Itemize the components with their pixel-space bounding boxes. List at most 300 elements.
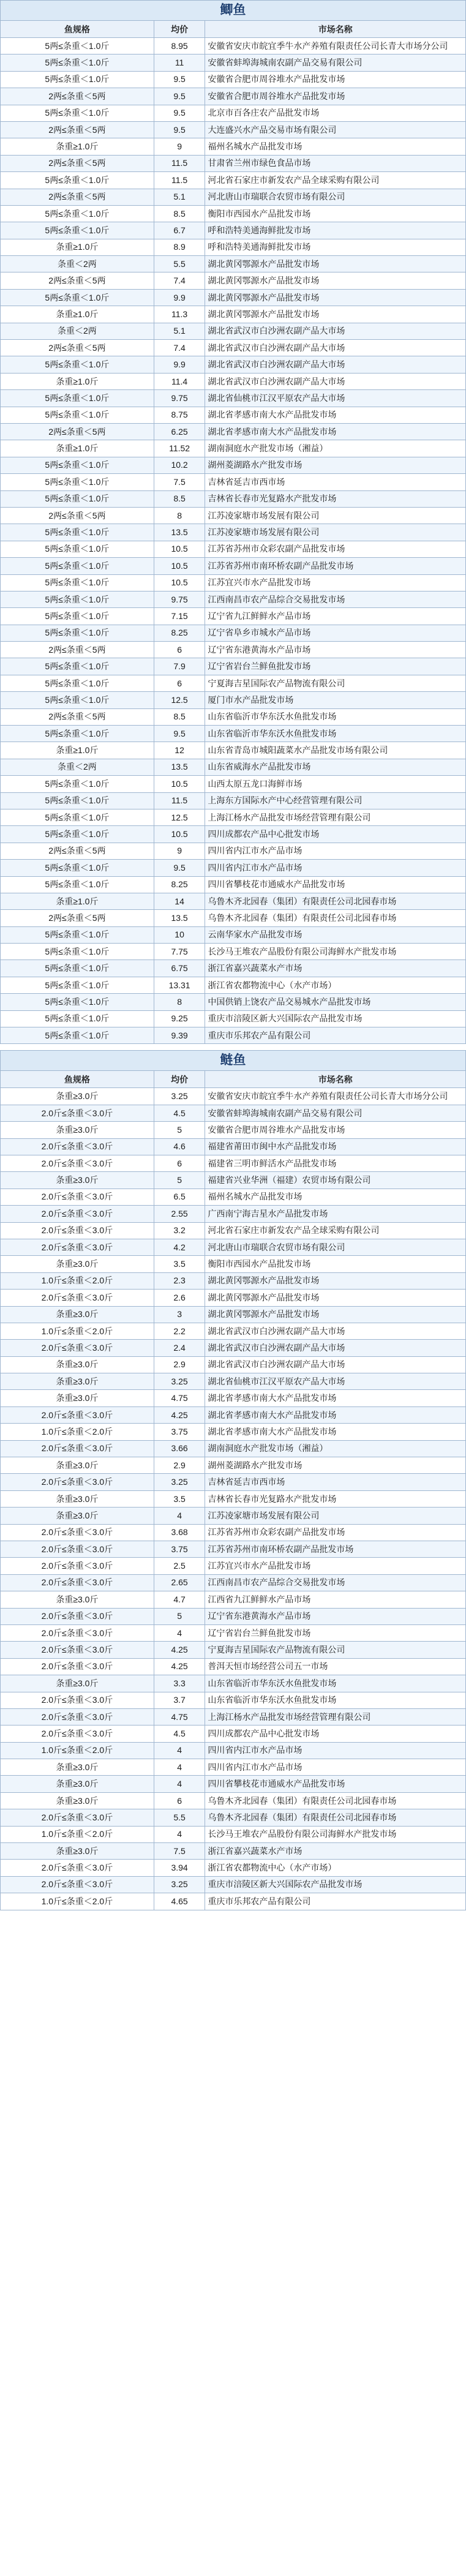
table-row xyxy=(1,1742,466,1759)
table-row xyxy=(1,373,466,389)
row-price: 6.25 xyxy=(154,423,205,440)
row-market: 中国供销上饶农产品交易城水产品批发市场 xyxy=(205,994,466,1010)
table-row xyxy=(1,977,466,993)
row-market: 安徽省蚌埠海城南农副产品交易有限公司 xyxy=(205,1105,466,1121)
row-spec: 条重≥3.0斤 xyxy=(1,1172,154,1188)
row-price: 9.9 xyxy=(154,289,205,306)
row-spec: 1.0斤≤条重＜2.0斤 xyxy=(1,1893,154,1910)
row-price: 3.94 xyxy=(154,1860,205,1876)
row-market: 湖南洞庭水产批发市场（湘益） xyxy=(205,440,466,457)
row-market: 上海江杨水产品批发市场经营管理有限公司 xyxy=(205,1708,466,1725)
row-market: 呼和浩特美通海鲜批发市场 xyxy=(205,239,466,255)
row-market: 辽宁省岩台兰鲜鱼批发市场 xyxy=(205,658,466,675)
row-market: 湖南洞庭水产批发市场（湘益） xyxy=(205,1440,466,1457)
table-row xyxy=(1,1893,466,1910)
row-market: 呼和浩特美通海鲜批发市场 xyxy=(205,222,466,239)
table-row xyxy=(1,306,466,323)
row-market: 北京市百各庄农产品批发市场 xyxy=(205,105,466,121)
row-spec: 5两≤条重＜1.0斤 xyxy=(1,658,154,675)
row-spec: 1.0斤≤条重＜2.0斤 xyxy=(1,1272,154,1289)
table-row xyxy=(1,960,466,977)
row-price: 3.66 xyxy=(154,1440,205,1457)
row-spec: 2.0斤≤条重＜3.0斤 xyxy=(1,1624,154,1641)
row-market: 湖北省孝感市南大水产品批发市场 xyxy=(205,407,466,423)
row-price: 13.5 xyxy=(154,759,205,775)
row-price: 4.5 xyxy=(154,1105,205,1121)
row-price: 3.25 xyxy=(154,1876,205,1893)
table-row xyxy=(1,239,466,255)
row-spec: 条重≥1.0斤 xyxy=(1,742,154,759)
table-row xyxy=(1,71,466,88)
row-spec: 5两≤条重＜1.0斤 xyxy=(1,944,154,960)
row-spec: 2.0斤≤条重＜3.0斤 xyxy=(1,1574,154,1591)
table-row xyxy=(1,323,466,339)
table-row xyxy=(1,390,466,407)
row-spec: 5两≤条重＜1.0斤 xyxy=(1,876,154,893)
table-row xyxy=(1,1206,466,1222)
row-market: 四川省内江市水产品市场 xyxy=(205,843,466,859)
row-market: 江西南昌市农产品综合交易批发市场 xyxy=(205,591,466,607)
table-row xyxy=(1,1172,466,1188)
header-row xyxy=(1,21,466,38)
row-price: 2.5 xyxy=(154,1558,205,1574)
row-spec: 2.0斤≤条重＜3.0斤 xyxy=(1,1290,154,1306)
row-price: 4.2 xyxy=(154,1239,205,1255)
row-price: 3.68 xyxy=(154,1524,205,1541)
table-row xyxy=(1,1490,466,1507)
row-spec: 条重＜2两 xyxy=(1,759,154,775)
row-market: 山东省威海水产品批发市场 xyxy=(205,759,466,775)
row-price: 3.25 xyxy=(154,1088,205,1105)
row-price: 11.3 xyxy=(154,306,205,323)
row-market: 江苏省苏州市南环桥农副产品批发市场 xyxy=(205,558,466,574)
row-market: 湖北省武汉市白沙洲农副产品大市场 xyxy=(205,1356,466,1373)
table-row xyxy=(1,88,466,105)
row-spec: 条重≥3.0斤 xyxy=(1,1457,154,1474)
header-price: 均价 xyxy=(154,1071,205,1088)
row-spec: 2.0斤≤条重＜3.0斤 xyxy=(1,1222,154,1239)
row-market: 四川省攀枝花市通威水产品批发市场 xyxy=(205,1776,466,1792)
row-spec: 2两≤条重＜5两 xyxy=(1,423,154,440)
row-price: 9.5 xyxy=(154,71,205,88)
table-row xyxy=(1,658,466,675)
table-row xyxy=(1,1876,466,1893)
table-row xyxy=(1,826,466,843)
row-price: 11.5 xyxy=(154,155,205,171)
row-market: 湖北省孝感市南大水产品批发市场 xyxy=(205,1406,466,1423)
row-price: 9.5 xyxy=(154,88,205,105)
table-row xyxy=(1,222,466,239)
row-market: 四川成都农产品中心批发市场 xyxy=(205,1725,466,1742)
table-row xyxy=(1,457,466,473)
row-market: 上海江杨水产品批发市场经营管理有限公司 xyxy=(205,809,466,825)
row-price: 2.3 xyxy=(154,1272,205,1289)
row-market: 河北唐山市瑞联合农贸市场有限公司 xyxy=(205,189,466,205)
row-market: 湖北黄冈鄂源水产品批发市场 xyxy=(205,1290,466,1306)
row-price: 2.9 xyxy=(154,1356,205,1373)
row-spec: 1.0斤≤条重＜2.0斤 xyxy=(1,1424,154,1440)
row-market: 辽宁省阜乡市城水产品市场 xyxy=(205,625,466,641)
row-market: 辽宁省东港黄海水产品市场 xyxy=(205,642,466,658)
row-spec: 5两≤条重＜1.0斤 xyxy=(1,960,154,977)
row-price: 9 xyxy=(154,138,205,155)
row-spec: 2两≤条重＜5两 xyxy=(1,189,154,205)
row-price: 8.5 xyxy=(154,708,205,725)
row-spec: 条重＜2两 xyxy=(1,323,154,339)
row-spec: 5两≤条重＜1.0斤 xyxy=(1,390,154,407)
row-market: 湖北黄冈鄂源水产品批发市场 xyxy=(205,306,466,323)
row-price: 8.25 xyxy=(154,625,205,641)
table-row xyxy=(1,625,466,641)
header-spec: 鱼规格 xyxy=(1,21,154,38)
row-price: 5 xyxy=(154,1122,205,1138)
table-row xyxy=(1,876,466,893)
table-row xyxy=(1,541,466,557)
section-title: 鲫鱼 xyxy=(0,0,466,20)
row-market: 普洱天恒市场经营公司五一市场 xyxy=(205,1658,466,1675)
table-row xyxy=(1,742,466,759)
row-market: 湖北省孝感市南大水产品批发市场 xyxy=(205,423,466,440)
row-price: 13.31 xyxy=(154,977,205,993)
row-spec: 2两≤条重＜5两 xyxy=(1,642,154,658)
table-row xyxy=(1,1290,466,1306)
row-market: 山东省青岛市城阳蔬菜水产品批发市场有限公司 xyxy=(205,742,466,759)
row-price: 11.5 xyxy=(154,172,205,189)
row-price: 11.52 xyxy=(154,440,205,457)
row-price: 14 xyxy=(154,893,205,909)
row-market: 江苏凌家塘市场发展有限公司 xyxy=(205,507,466,524)
row-market: 河北省石家庄市新发农产品全球采购有限公司 xyxy=(205,172,466,189)
table-row xyxy=(1,205,466,222)
row-price: 2.65 xyxy=(154,1574,205,1591)
row-price: 10.5 xyxy=(154,558,205,574)
row-market: 江苏宜兴市水产品批发市场 xyxy=(205,1558,466,1574)
table-row xyxy=(1,591,466,607)
row-market: 山西太原五龙口海鲜市场 xyxy=(205,776,466,792)
table-row xyxy=(1,642,466,658)
row-price: 3.25 xyxy=(154,1373,205,1390)
row-price: 4 xyxy=(154,1742,205,1759)
row-spec: 2.0斤≤条重＜3.0斤 xyxy=(1,1708,154,1725)
row-market: 江苏凌家塘市场发展有限公司 xyxy=(205,1508,466,1524)
row-spec: 2.0斤≤条重＜3.0斤 xyxy=(1,1692,154,1708)
row-market: 江苏宜兴市水产品批发市场 xyxy=(205,574,466,591)
row-price: 4 xyxy=(154,1776,205,1792)
row-market: 湖北省仙桃市江汉平原农产品大市场 xyxy=(205,390,466,407)
row-market: 乌鲁木齐北园春（集团）有限责任公司北园春市场 xyxy=(205,910,466,926)
table-row xyxy=(1,843,466,859)
row-price: 7.75 xyxy=(154,944,205,960)
row-spec: 条重≥3.0斤 xyxy=(1,1122,154,1138)
table-row xyxy=(1,1624,466,1641)
table-row xyxy=(1,608,466,625)
table-row xyxy=(1,1725,466,1742)
header-row xyxy=(1,1071,466,1088)
row-market: 重庆市乐邦农产品有限公司 xyxy=(205,1027,466,1044)
row-spec: 5两≤条重＜1.0斤 xyxy=(1,692,154,708)
row-spec: 5两≤条重＜1.0斤 xyxy=(1,558,154,574)
row-price: 4.25 xyxy=(154,1642,205,1658)
row-price: 8 xyxy=(154,994,205,1010)
row-price: 4 xyxy=(154,1624,205,1641)
row-spec: 2.0斤≤条重＜3.0斤 xyxy=(1,1860,154,1876)
row-price: 5.5 xyxy=(154,1809,205,1826)
row-market: 吉林省延吉市西市场 xyxy=(205,1474,466,1490)
row-market: 山东省临沂市华东沃水鱼批发市场 xyxy=(205,1675,466,1692)
row-market: 浙江省嘉兴蔬菜水产市场 xyxy=(205,960,466,977)
row-spec: 条重≥3.0斤 xyxy=(1,1776,154,1792)
row-market: 福建省莆田市闽中水产品批发市场 xyxy=(205,1138,466,1155)
row-price: 7.4 xyxy=(154,272,205,289)
row-spec: 5两≤条重＜1.0斤 xyxy=(1,860,154,876)
row-spec: 条重≥1.0斤 xyxy=(1,440,154,457)
row-market: 山东省临沂市华东沃水鱼批发市场 xyxy=(205,708,466,725)
table-row xyxy=(1,1558,466,1574)
row-price: 3.25 xyxy=(154,1474,205,1490)
table-row xyxy=(1,474,466,490)
row-spec: 2两≤条重＜5两 xyxy=(1,910,154,926)
row-spec: 2.0斤≤条重＜3.0斤 xyxy=(1,1558,154,1574)
table-row xyxy=(1,1356,466,1373)
table-row xyxy=(1,558,466,574)
row-market: 山东省临沂市华东沃水鱼批发市场 xyxy=(205,726,466,742)
row-spec: 5两≤条重＜1.0斤 xyxy=(1,54,154,71)
row-spec: 2.0斤≤条重＜3.0斤 xyxy=(1,1406,154,1423)
row-price: 4.7 xyxy=(154,1591,205,1608)
row-spec: 条重≥3.0斤 xyxy=(1,1675,154,1692)
row-market: 福州名城水产品批发市场 xyxy=(205,1188,466,1205)
table-row xyxy=(1,1256,466,1272)
row-spec: 2.0斤≤条重＜3.0斤 xyxy=(1,1155,154,1172)
row-spec: 2两≤条重＜5两 xyxy=(1,155,154,171)
table-row xyxy=(1,1524,466,1541)
row-spec: 5两≤条重＜1.0斤 xyxy=(1,38,154,54)
row-price: 7.15 xyxy=(154,608,205,625)
table-row xyxy=(1,1424,466,1440)
section-silver-carp xyxy=(0,1050,466,1910)
row-spec: 5两≤条重＜1.0斤 xyxy=(1,356,154,373)
row-market: 宁夏海吉星国际农产品物流有限公司 xyxy=(205,675,466,691)
row-spec: 1.0斤≤条重＜2.0斤 xyxy=(1,1323,154,1339)
table-row xyxy=(1,1105,466,1121)
row-market: 江苏省苏州市众彩农副产品批发市场 xyxy=(205,541,466,557)
row-spec: 条重≥3.0斤 xyxy=(1,1356,154,1373)
row-market: 湖北省武汉市白沙洲农副产品大市场 xyxy=(205,1340,466,1356)
table-row xyxy=(1,1010,466,1027)
row-spec: 1.0斤≤条重＜2.0斤 xyxy=(1,1826,154,1842)
table-row xyxy=(1,1138,466,1155)
row-spec: 5两≤条重＜1.0斤 xyxy=(1,490,154,507)
table-row xyxy=(1,1440,466,1457)
row-spec: 2.0斤≤条重＜3.0斤 xyxy=(1,1206,154,1222)
row-spec: 5两≤条重＜1.0斤 xyxy=(1,1027,154,1044)
table-row xyxy=(1,1792,466,1809)
row-spec: 5两≤条重＜1.0斤 xyxy=(1,776,154,792)
row-spec: 条重≥3.0斤 xyxy=(1,1490,154,1507)
table-row xyxy=(1,944,466,960)
row-market: 湖北省武汉市白沙洲农副产品大市场 xyxy=(205,323,466,339)
row-spec: 2两≤条重＜5两 xyxy=(1,121,154,138)
row-price: 12.5 xyxy=(154,692,205,708)
row-price: 4.75 xyxy=(154,1708,205,1725)
table-row xyxy=(1,289,466,306)
row-market: 福建省兴业华洲（福建）农贸市场有限公司 xyxy=(205,1172,466,1188)
row-price: 4 xyxy=(154,1826,205,1842)
row-spec: 5两≤条重＜1.0斤 xyxy=(1,541,154,557)
row-market: 浙江省农都物流中心（水产市场） xyxy=(205,977,466,993)
row-market: 吉林省长春市光复路水产批发市场 xyxy=(205,1490,466,1507)
row-price: 7.5 xyxy=(154,474,205,490)
row-market: 乌鲁木齐北园春（集团）有限责任公司北园春市场 xyxy=(205,1792,466,1809)
table-row xyxy=(1,1860,466,1876)
table-row xyxy=(1,1658,466,1675)
row-market: 湖北黄冈鄂源水产品批发市场 xyxy=(205,1306,466,1323)
row-spec: 5两≤条重＜1.0斤 xyxy=(1,994,154,1010)
row-spec: 条重≥1.0斤 xyxy=(1,138,154,155)
table-row xyxy=(1,692,466,708)
row-spec: 2两≤条重＜5两 xyxy=(1,708,154,725)
row-spec: 2.0斤≤条重＜3.0斤 xyxy=(1,1608,154,1624)
table-row xyxy=(1,1272,466,1289)
row-market: 浙江省嘉兴蔬菜水产市场 xyxy=(205,1843,466,1860)
row-spec: 2.0斤≤条重＜3.0斤 xyxy=(1,1105,154,1121)
row-market: 福州名城水产品批发市场 xyxy=(205,138,466,155)
row-spec: 5两≤条重＜1.0斤 xyxy=(1,474,154,490)
row-spec: 5两≤条重＜1.0斤 xyxy=(1,205,154,222)
row-spec: 2.0斤≤条重＜3.0斤 xyxy=(1,1239,154,1255)
row-spec: 2.0斤≤条重＜3.0斤 xyxy=(1,1138,154,1155)
row-price: 5.5 xyxy=(154,256,205,272)
table-row xyxy=(1,910,466,926)
table-row xyxy=(1,726,466,742)
row-price: 9 xyxy=(154,843,205,859)
row-price: 12 xyxy=(154,742,205,759)
row-price: 3.7 xyxy=(154,1692,205,1708)
row-price: 9.5 xyxy=(154,726,205,742)
row-market: 湖州菱湖路水产批发市场 xyxy=(205,1457,466,1474)
row-market: 湖北省仙桃市江汉平原农产品大市场 xyxy=(205,1373,466,1390)
row-spec: 5两≤条重＜1.0斤 xyxy=(1,105,154,121)
row-price: 9.5 xyxy=(154,105,205,121)
row-spec: 2.0斤≤条重＜3.0斤 xyxy=(1,1642,154,1658)
row-spec: 条重≥3.0斤 xyxy=(1,1508,154,1524)
row-price: 3.5 xyxy=(154,1490,205,1507)
row-price: 13.5 xyxy=(154,524,205,541)
row-price: 2.6 xyxy=(154,1290,205,1306)
table-row xyxy=(1,1390,466,1406)
row-spec: 条重≥1.0斤 xyxy=(1,373,154,389)
table-row xyxy=(1,155,466,171)
row-spec: 5两≤条重＜1.0斤 xyxy=(1,625,154,641)
row-market: 四川成都农产品中心批发市场 xyxy=(205,826,466,843)
table-row xyxy=(1,792,466,809)
row-price: 11 xyxy=(154,54,205,71)
row-price: 4.6 xyxy=(154,1138,205,1155)
row-market: 福建省三明市鲜活水产品批发市场 xyxy=(205,1155,466,1172)
row-price: 10.5 xyxy=(154,541,205,557)
row-price: 8.25 xyxy=(154,876,205,893)
table-row xyxy=(1,1826,466,1842)
row-price: 4.5 xyxy=(154,1725,205,1742)
row-spec: 条重＜2两 xyxy=(1,256,154,272)
row-market: 宁夏海吉星国际农产品物流有限公司 xyxy=(205,1642,466,1658)
row-price: 9.75 xyxy=(154,390,205,407)
table-row xyxy=(1,708,466,725)
table-row xyxy=(1,507,466,524)
row-price: 3.3 xyxy=(154,1675,205,1692)
row-market: 湖北省孝感市南大水产品批发市场 xyxy=(205,1424,466,1440)
row-spec: 5两≤条重＜1.0斤 xyxy=(1,289,154,306)
row-price: 9.9 xyxy=(154,356,205,373)
row-price: 6.7 xyxy=(154,222,205,239)
row-spec: 5两≤条重＜1.0斤 xyxy=(1,809,154,825)
row-price: 8.5 xyxy=(154,490,205,507)
row-price: 5.1 xyxy=(154,323,205,339)
row-spec: 2.0斤≤条重＜3.0斤 xyxy=(1,1440,154,1457)
row-price: 8.5 xyxy=(154,205,205,222)
row-spec: 2两≤条重＜5两 xyxy=(1,272,154,289)
table-row xyxy=(1,994,466,1010)
row-price: 7.4 xyxy=(154,340,205,356)
row-spec: 5两≤条重＜1.0斤 xyxy=(1,608,154,625)
price-table xyxy=(0,20,466,1044)
row-spec: 条重≥3.0斤 xyxy=(1,1256,154,1272)
table-row xyxy=(1,1708,466,1725)
row-market: 湖北省孝感市南大水产品批发市场 xyxy=(205,1390,466,1406)
row-price: 2.2 xyxy=(154,1323,205,1339)
row-price: 4.75 xyxy=(154,1390,205,1406)
row-market: 山东省临沂市华东沃水鱼批发市场 xyxy=(205,1692,466,1708)
row-market: 湖北省武汉市白沙洲农副产品大市场 xyxy=(205,340,466,356)
row-spec: 5两≤条重＜1.0斤 xyxy=(1,574,154,591)
row-price: 13.5 xyxy=(154,910,205,926)
row-market: 河北唐山市瑞联合农贸市场有限公司 xyxy=(205,1239,466,1255)
table-row xyxy=(1,1457,466,1474)
row-price: 3.75 xyxy=(154,1424,205,1440)
table-row xyxy=(1,1323,466,1339)
row-spec: 条重≥1.0斤 xyxy=(1,306,154,323)
row-price: 5.1 xyxy=(154,189,205,205)
row-price: 9.5 xyxy=(154,121,205,138)
row-spec: 条重≥3.0斤 xyxy=(1,1591,154,1608)
table-row xyxy=(1,809,466,825)
table-row xyxy=(1,1642,466,1658)
row-price: 6 xyxy=(154,1155,205,1172)
row-spec: 5两≤条重＜1.0斤 xyxy=(1,407,154,423)
table-row xyxy=(1,1692,466,1708)
row-market: 江苏省苏州市众彩农副产品批发市场 xyxy=(205,1524,466,1541)
table-row xyxy=(1,1239,466,1255)
row-spec: 5两≤条重＜1.0斤 xyxy=(1,222,154,239)
row-price: 6 xyxy=(154,675,205,691)
row-price: 5 xyxy=(154,1608,205,1624)
row-price: 8.75 xyxy=(154,407,205,423)
row-spec: 5两≤条重＜1.0斤 xyxy=(1,457,154,473)
row-price: 11.4 xyxy=(154,373,205,389)
row-market: 四川省内江市水产品市场 xyxy=(205,1742,466,1759)
row-spec: 2.0斤≤条重＜3.0斤 xyxy=(1,1524,154,1541)
row-price: 4.65 xyxy=(154,1893,205,1910)
row-price: 9.75 xyxy=(154,591,205,607)
row-market: 重庆市涪陵区新大兴国际农产品批发市场 xyxy=(205,1010,466,1027)
table-row xyxy=(1,1088,466,1105)
table-row xyxy=(1,1306,466,1323)
table-row xyxy=(1,256,466,272)
table-row xyxy=(1,54,466,71)
table-row xyxy=(1,1675,466,1692)
table-row xyxy=(1,138,466,155)
table-row xyxy=(1,1188,466,1205)
